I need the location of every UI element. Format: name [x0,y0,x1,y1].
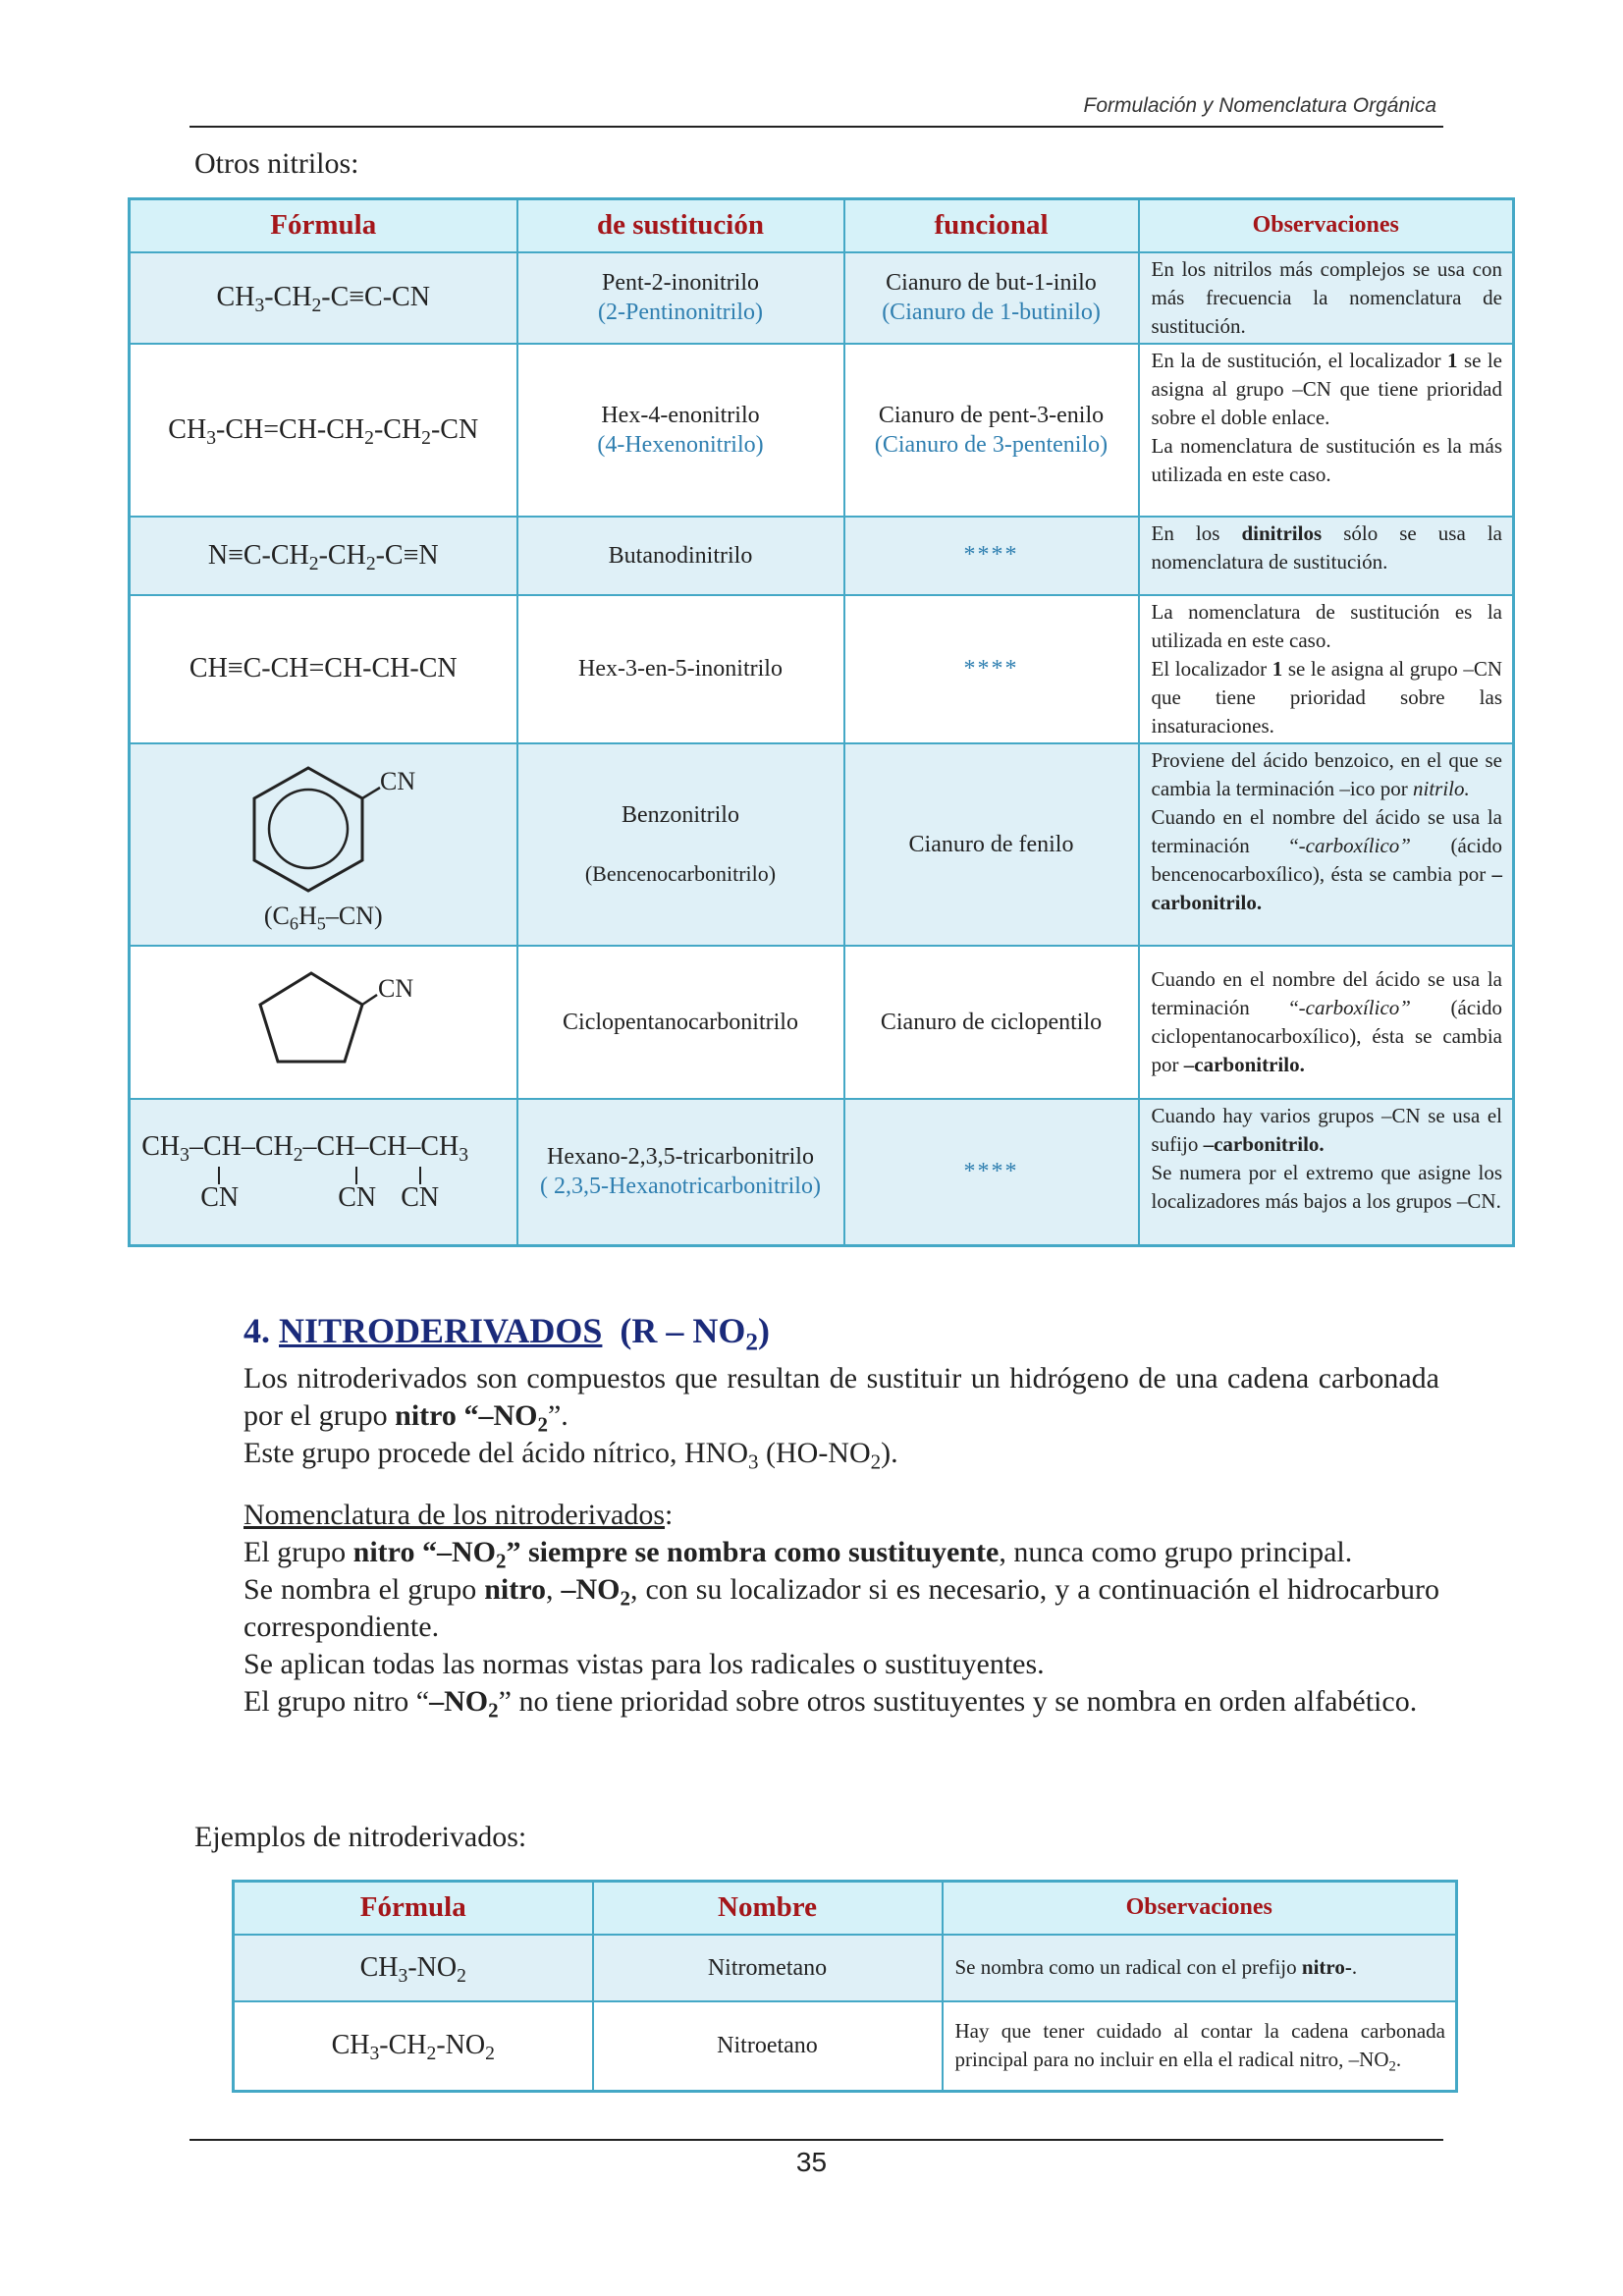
observaciones-cell: Cuando hay varios grupos –CN se usa el sufijo –carbonitrilo. Se numera por el extremo que asigne los localizadores más bajos a los grupos –CN. [1139,1099,1514,1246]
col-header-observaciones: Observaciones [1139,199,1514,252]
sustitucion-cell: Ciclopentanocarbonitrilo [517,946,844,1099]
page-number: 35 [795,2147,828,2177]
intro-nitro: Ejemplos de nitroderivados: [194,1821,527,1853]
funcional-cell: Cianuro de ciclopentilo [844,946,1139,1099]
formula-cell: $CH_3-NO_2$ [234,1935,593,2001]
footer-rule [189,2139,1443,2141]
table-row [130,1099,1514,1246]
table-row [234,1935,1457,2001]
sustitucion-cell: Hexano-2,3,5-tricarbonitrilo ( 2,3,5-Hexanotricarbonitrilo) [517,1099,844,1246]
table-row [234,2001,1457,2092]
formula-cell: $N\equiv C-CH_2-CH_2-C\equiv N$ [130,517,517,595]
formula-cell: $CH_3-CH_2-NO_2$ [234,2001,593,2092]
formula-cell: $CH_3-CH-CH_2-CH-CH-CH_3$ CN CN CN [130,1099,517,1246]
observaciones-cell: Cuando en el nombre del ácido se usa la terminación “-carboxílico” (ácido ciclopentanocarboxílico), ésta se cambia por –carbonitrilo. [1139,946,1514,1099]
funcional-cell: Cianuro de pent-3-enilo (Cianuro de 3-pentenilo) [844,344,1139,517]
observaciones-cell: Proviene del ácido benzoico, en el que se cambia la terminación –ico por nitrilo. Cuando en el nombre del ácido se usa la terminación “-carboxílico” (ácido bencenocarboxílico), ésta se cambia por –carbonitrilo. [1139,743,1514,946]
header-rule [189,126,1443,128]
observaciones-cell: Hay que tener cuidado al contar la cadena carbonada principal para no incluir en ella el radical nitro, $-NO_2$. [943,2001,1457,2092]
col-header-formula: Fórmula [130,199,517,252]
cyclopentane-ring-icon [225,963,421,1081]
benzene-ring-icon [225,758,421,896]
funcional-cell: **** [844,595,1139,743]
funcional-cell: Cianuro de but-1-inilo (Cianuro de 1-butinilo) [844,252,1139,344]
running-header: Formulación y Nomenclatura Orgánica [1083,94,1436,117]
observaciones-cell: La nomenclatura de sustitución es la utilizada en este caso. El localizador 1 se le asigna al grupo –CN que tiene prioridad sobre las insaturaciones. [1139,595,1514,743]
nitroderivados-table [232,1880,1458,2093]
formula-cell [130,946,517,1099]
col-header-sustitucion: de sustitución [517,199,844,252]
benzonitrile-formula: $(C_6H_5-CN)$ [263,901,383,933]
observaciones-cell: En los dinitrilos sólo se usa la nomenclatura de sustitución. [1139,517,1514,595]
nombre-cell: Nitroetano [593,2001,943,2092]
formula-cell: CH≡C-CH=CH-CH-CN [130,595,517,743]
observaciones-cell: En los nitrilos más complejos se usa con más frecuencia la nomenclatura de sustitución. [1139,252,1514,344]
formula-cell: $CH_3-CH_2-C\equiv C-CN$ [130,252,517,344]
funcional-cell: **** [844,517,1139,595]
observaciones-cell: Se nombra como un radical con el prefijo nitro-. [943,1935,1457,2001]
formula-cell [130,743,517,946]
table-row [130,517,1514,595]
col-header-funcional: funcional [844,199,1139,252]
nombre-cell: Nitrometano [593,1935,943,2001]
col-header-nombre: Nombre [593,1882,943,1935]
cn-label: CN [378,973,414,1003]
table-row [130,252,1514,344]
col-header-formula: Fórmula [234,1882,593,1935]
sustitucion-cell: Hex-3-en-5-inonitrilo [517,595,844,743]
section-title: 4. NITRODERIVADOS $(R - NO_2)$ [243,1311,771,1356]
cn-label: CN [380,766,416,795]
sustitucion-cell: Hex-4-enonitrilo (4-Hexenonitrilo) [517,344,844,517]
col-header-observaciones: Observaciones [943,1882,1457,1935]
nomenclature-rules: Nomenclatura de los nitroderivados: El grupo nitro “$-NO_2$” siempre se nombra como sustituyente, nunca como grupo principal. Se nombra el grupo nitro, $-NO_2$, con su localizador si es necesario, y a continuación el hidrocarburo correspondiente. Se aplican todas las normas vistas para los radicales o sustituyentes. El grupo nitro “$-NO_2$” no tiene prioridad sobre otros sustituyentes y se nombra en orden alfabético. [243,1499,1440,1722]
observaciones-cell: En la de sustitución, el localizador 1 se le asigna al grupo –CN que tiene prioridad sobre el doble enlace. La nomenclatura de sustitución es la más utilizada en este caso. [1139,344,1514,517]
funcional-cell: **** [844,1099,1139,1246]
sustitucion-cell: Benzonitrilo (Bencenocarbonitrilo) [517,743,844,946]
table-row [130,946,1514,1099]
table-row [130,743,1514,946]
sustitucion-cell: Pent-2-inonitrilo (2-Pentinonitrilo) [517,252,844,344]
intro-paragraph: Los nitroderivados son compuestos que resultan de sustituir un hidrógeno de una cadena carbonada por el grupo nitro “$-NO_2$”. Este grupo procede del ácido nítrico, $HNO_3$ $(HO-NO_2)$. [243,1362,1439,1474]
intro-nitrilos: Otros nitrilos: [194,147,359,180]
table-row [130,595,1514,743]
funcional-cell: Cianuro de fenilo [844,743,1139,946]
sustitucion-cell: Butanodinitrilo [517,517,844,595]
nitrilos-table [128,197,1515,1247]
table-row [130,344,1514,517]
formula-cell: $CH_3-CH=CH-CH_2-CH_2-CN$ [130,344,517,517]
